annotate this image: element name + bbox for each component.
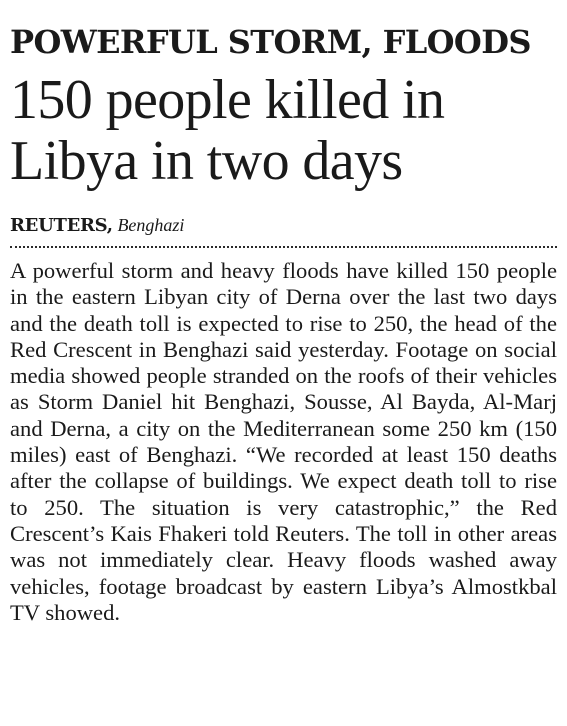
byline-agency: REUTERS, bbox=[10, 215, 113, 236]
article-headline: 150 people killed in Libya in two days bbox=[10, 69, 445, 192]
byline-location: Benghazi bbox=[117, 215, 185, 235]
article-body: A powerful storm and heavy floods have killed 150 people in the eastern Libyan city of Derna over the last two days and the death toll is expected to rise to 250, the head of the Red Crescent in Benghazi said yesterday. Footage on social media showed people stranded on the roofs of their vehicles as Storm Daniel hit Benghazi, Sousse, Al Bayda, Al-Marj and Derna, a city on the Mediterranean some 250 km (150 miles) east of Benghazi. “We recorded at least 150 deaths after the collapse of buildings. We expect death toll to rise to 250. The situation is very catastrophic,” the Red Crescent’s Kais Fhakeri told Reuters. The toll in other areas was not immediately clear. Heavy floods washed away vehicles, footage broadcast by eastern Libya’s Almostkbal TV showed. bbox=[10, 258, 557, 625]
article-kicker: POWERFUL STORM, FLOODS bbox=[10, 23, 531, 61]
byline bbox=[10, 214, 557, 237]
dotted-divider bbox=[10, 246, 557, 248]
news-article bbox=[10, 10, 557, 626]
